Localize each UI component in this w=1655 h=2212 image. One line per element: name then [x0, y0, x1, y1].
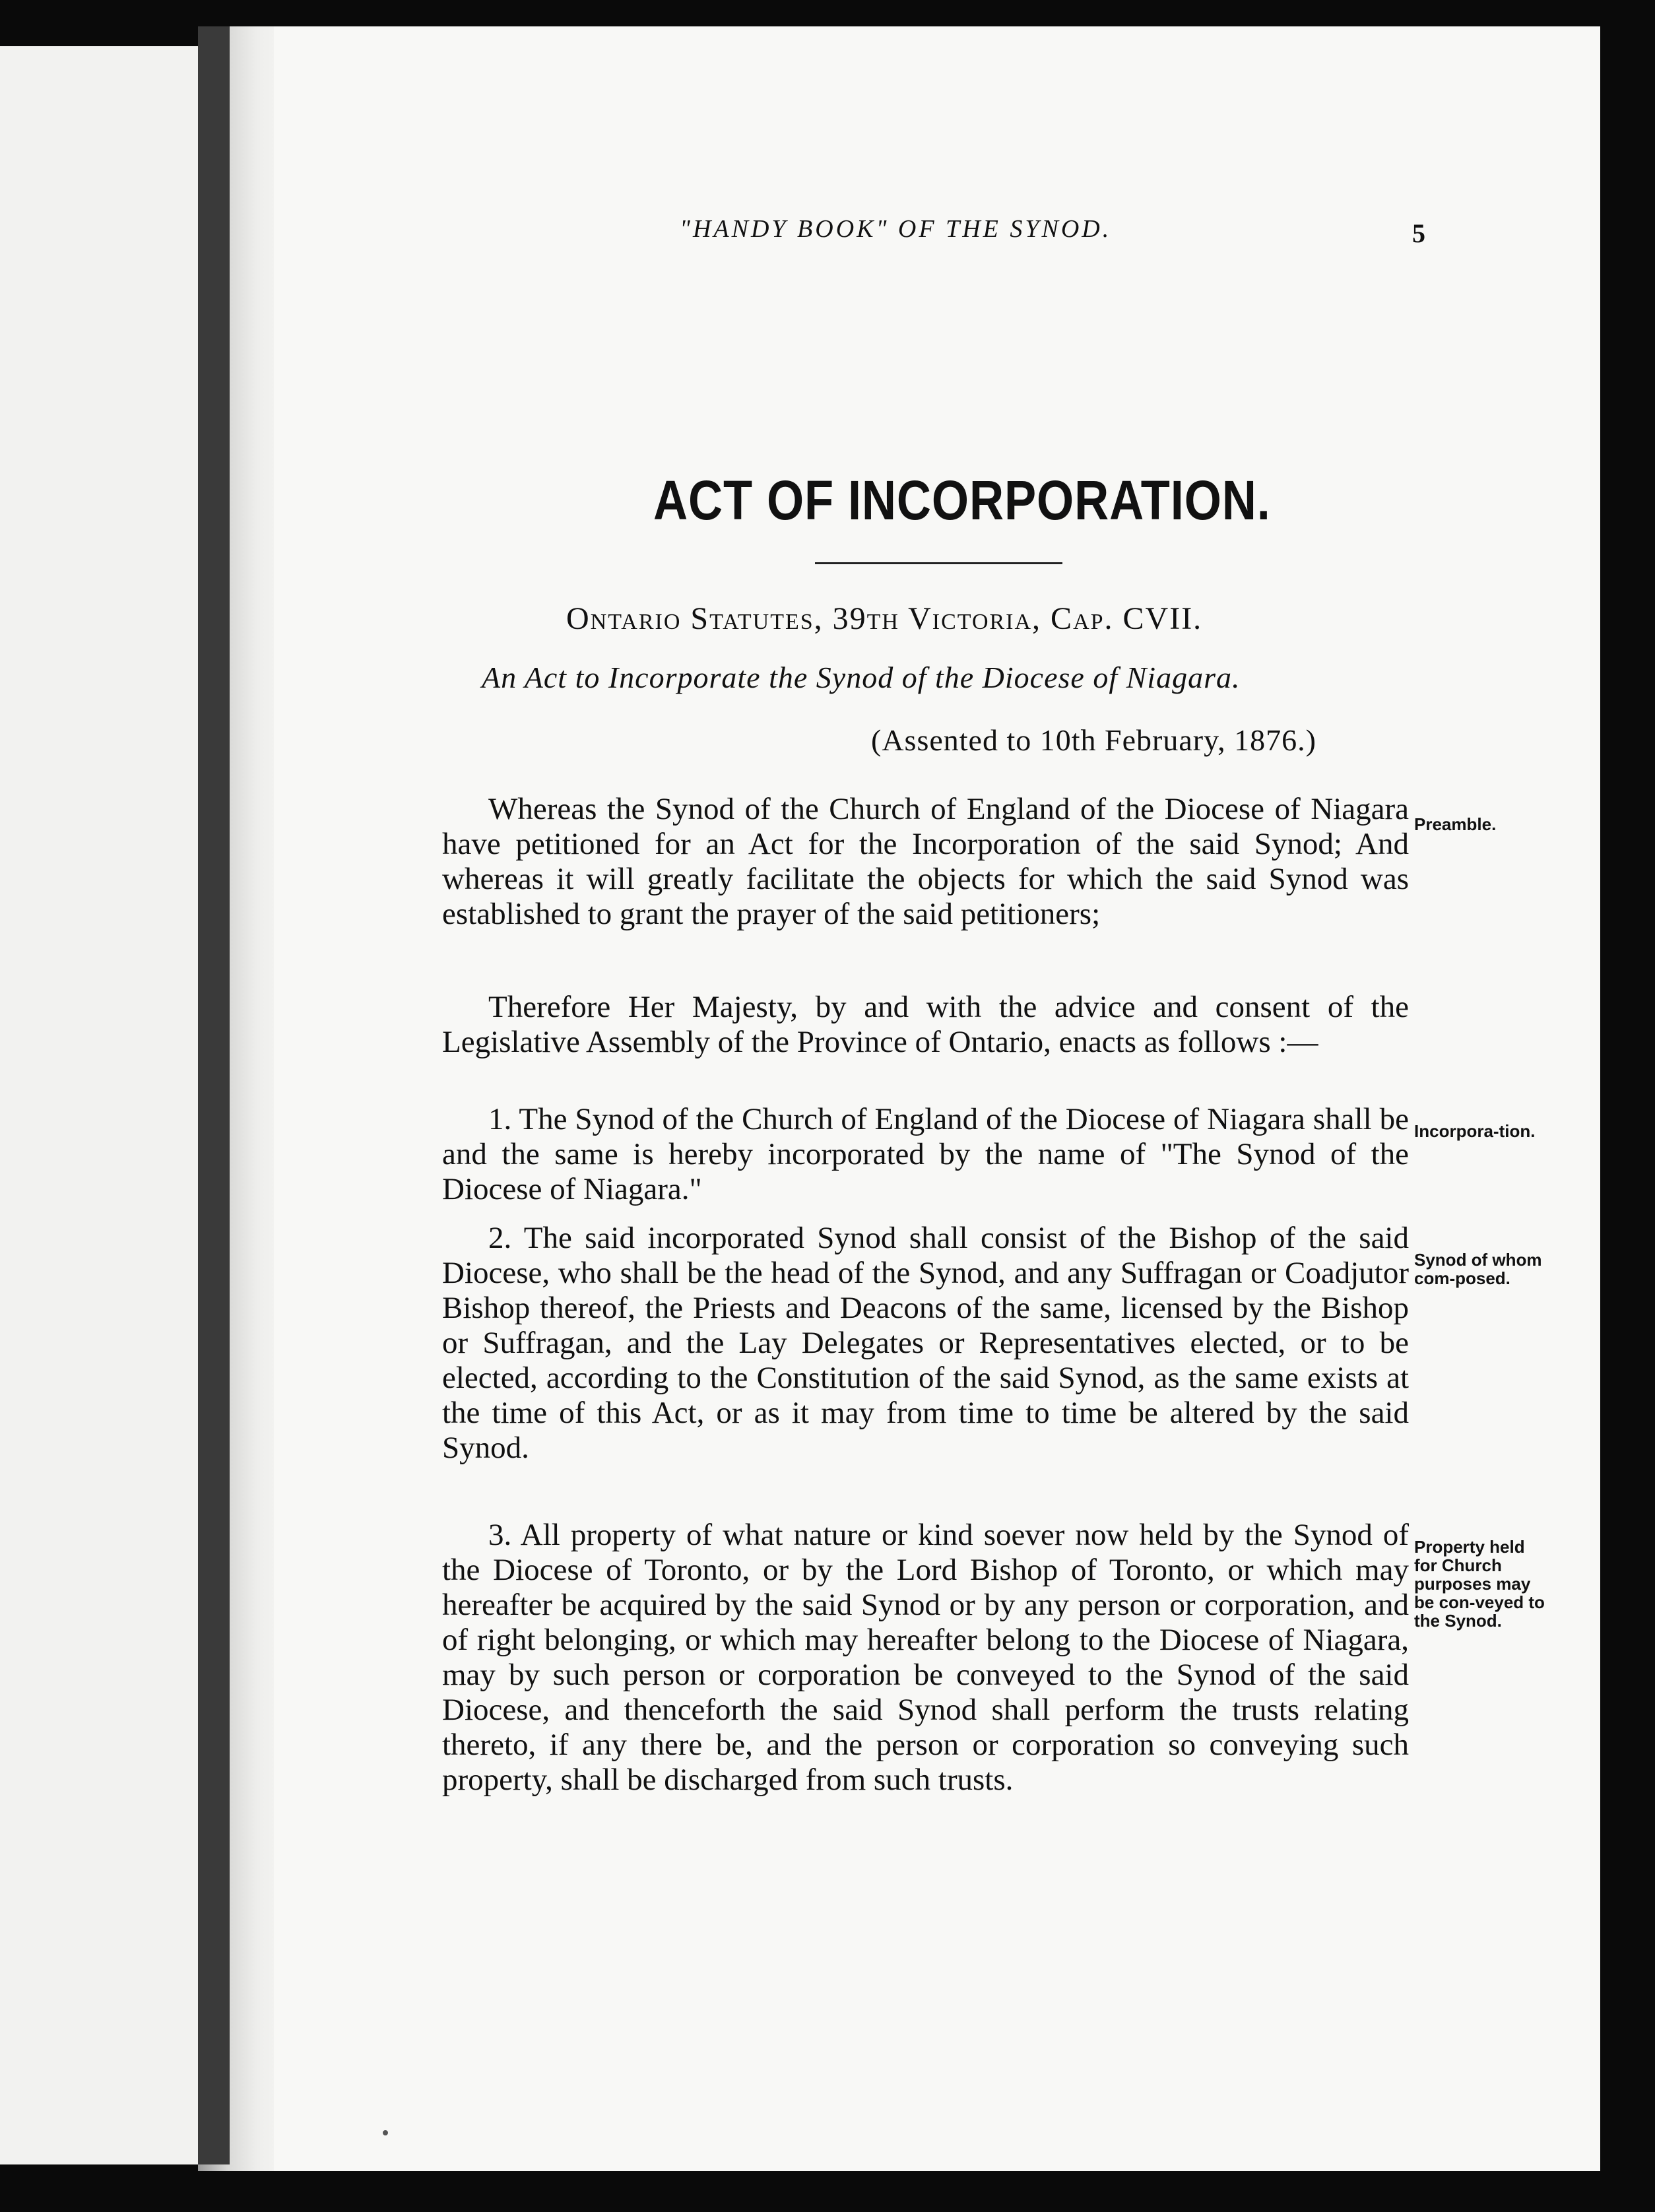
statutes-line: Ontario Statutes, 39th Victoria, Cap. CVII. [566, 601, 1203, 636]
preamble-paragraph: Whereas the Synod of the Church of England of the Diocese of Niagara have petitioned for an Act for the Incorporation of the said Synod; And whereas it will greatly facilitate the objects for which the said Synod was established to grant the prayer of the said petitioners; [442, 792, 1409, 931]
scan-border [1600, 0, 1655, 2212]
page-speck [383, 2130, 388, 2135]
book-page [274, 26, 1600, 2171]
title-rule [815, 562, 1062, 564]
running-title: "HANDY BOOK" OF THE SYNOD. [680, 215, 1112, 243]
margin-note-preamble: Preamble. [1414, 814, 1497, 834]
section-1-paragraph: 1. The Synod of the Church of England of the Diocese of Niagara shall be and the same is hereby incorporated by the name of "The Synod of the Diocese of Niagara." [442, 1102, 1409, 1206]
page-number: 5 [1412, 218, 1425, 248]
enacting-paragraph: Therefore Her Majesty, by and with the advice and consent of the Legislative Assembly of the Province of Ontario, enacts as follows :— [442, 990, 1409, 1059]
margin-note-synod-composition: Synod of whom com-posed. [1414, 1250, 1542, 1288]
section-2-paragraph: 2. The said incorporated Synod shall consist of the Bishop of the said Diocese, who shall be the head of the Synod, and any Suffragan or Coadjutor Bishop thereof, the Priests and Deacons of the same, licensed by the Bishop or Suffragan, and the Lay Delegates or Representatives elected, or to be elected, according to the Constitution of the said Synod, as the same exists at the time of this Act, or as it may from time to time be altered by the said Synod. [442, 1221, 1409, 1465]
margin-note-incorporation: Incorpora-tion. [1414, 1121, 1536, 1141]
act-subtitle: An Act to Incorporate the Synod of the Diocese of Niagara. [482, 661, 1241, 694]
page-title: ACT OF INCORPORATION. [653, 469, 1271, 531]
margin-note-property: Property held for Church purposes may be con-veyed to the Synod. [1414, 1537, 1545, 1631]
section-3-paragraph: 3. All property of what nature or kind soever now held by the Synod of the Diocese of Toronto, or by the Lord Bishop of Toronto, or which may hereafter be acquired by the said Synod or by any person or corporation, and of right belonging, or which may hereafter belong to the Diocese of Niagara, may by such person or corporation be conveyed to the Synod of the said Diocese, and thenceforth the said Synod shall perform the trusts relating thereto, if any there be, and the person or corporation so conveying such property, shall be discharged from such trusts. [442, 1518, 1409, 1797]
book-spine [198, 26, 230, 2164]
assent-line: (Assented to 10th February, 1876.) [871, 723, 1316, 757]
